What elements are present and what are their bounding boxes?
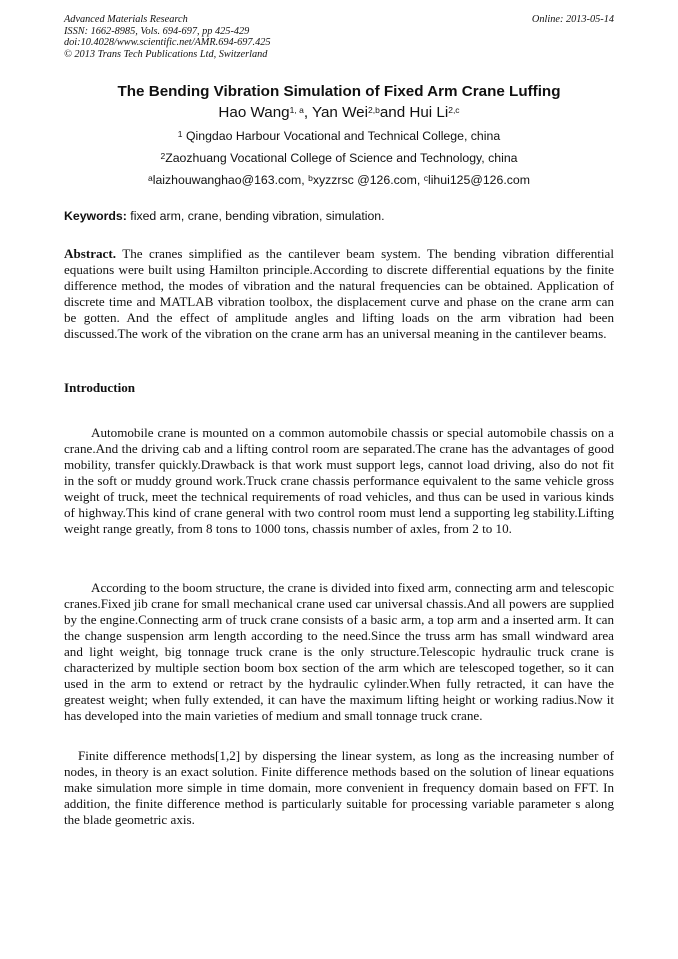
copyright-line: © 2013 Trans Tech Publications Ltd, Switzerland (64, 48, 268, 60)
keywords-label: Keywords: (64, 209, 127, 223)
email-address: lihui125@126.com (427, 173, 531, 187)
author-superscript: 2,b (367, 105, 380, 115)
email-superscript: a (147, 173, 153, 183)
email-line (64, 173, 614, 188)
author-name: Hui Li (409, 104, 449, 121)
affiliation-1 (64, 129, 614, 144)
author-name: Yan Wei (311, 104, 368, 121)
abstract-text: The cranes simplified as the cantilever beam system. The bending vibration differential equations were built using Hamilton principle.According to discrete differential equations by the finite difference method, the modes of vibration and the natural frequencies can be obtained. Application of discrete time and MATLAB vibration toolbox, the displacement curve and phase on the crane arm can be gotten. And the effect of amplitude angles and lifting loads on the arm vibration had been discussed.The work of the vibration on the crane arm has an universal meaning in the cantilever beams. (64, 246, 614, 341)
online-date: Online: 2013-05-14 (531, 14, 614, 25)
keywords-text: fixed arm, crane, bending vibration, simulation. (126, 209, 385, 223)
doi-line: doi:10.4028/www.scientific.net/AMR.694-697.425 (64, 37, 271, 49)
affiliation-2 (64, 151, 614, 166)
affiliation-superscript: 1 (177, 129, 183, 139)
email-address: laizhouwanghao@163.com, (152, 173, 309, 187)
affiliation-text: Zaozhuang Vocational College of Science and Technology, china (165, 151, 518, 165)
paper-title: The Bending Vibration Simulation of Fixed Arm Crane Luffing (117, 83, 561, 100)
author-superscript: 2,c (448, 105, 460, 115)
abstract (64, 246, 614, 342)
author-line (64, 103, 614, 122)
title-block (64, 82, 614, 188)
abstract-label: Abstract. (64, 246, 116, 261)
email-address: xyzzrsc @126.com, (312, 173, 424, 187)
paragraph: Automobile crane is mounted on a common automobile chassis or special automobile chassis on a crane.And the driving cab and a lifting control room are separated.The crane has the advantages of good mobility, transfer quickly.Drawback is that work must support legs, cannot load driving, also do not fit in the soft or muddy ground work.Truck crane chassis performance equivalent to the same vehicle gross weight of truck, meet the technical requirements of road vehicles, and thus can be used in various kinds of highway.This kind of crane general with two control room must lend a supporting leg stability.Lifting weight range greatly, from 8 tons to 1000 tons, chassis number of axles, from 2 to 10. (64, 425, 614, 536)
section-heading-introduction: Introduction (64, 380, 136, 395)
journal-name: Advanced Materials Research (64, 14, 188, 25)
affiliation-superscript: 2 (160, 151, 166, 161)
author-separator: , (303, 104, 312, 121)
author-separator: and (379, 104, 410, 121)
author-name: Hao Wang (218, 104, 290, 121)
issn-line: ISSN: 1662-8985, Vols. 694-697, pp 425-429 (64, 25, 250, 37)
author-superscript: 1, a (289, 105, 304, 115)
journal-header (64, 14, 614, 60)
email-superscript: b (308, 173, 313, 183)
paragraph: Finite difference methods[1,2] by dispersing the linear system, as long as the increasing number of nodes, in theory is an exact solution. Finite difference methods based on the solution of linear equations make simulation more simple in time domain, more convenient in frequency domain based on FFT. In addition, the finite difference method is particularly suitable for processing variable parameter s along the blade geometric axis. (64, 748, 614, 827)
paragraph: According to the boom structure, the crane is divided into fixed arm, connecting arm and telescopic cranes.Fixed jib crane for small mechanical crane used car universal chassis.And all powers are supplied by the engine.Connecting arm of truck crane consists of a basic arm, a top arm and a inserted arm. It can the change suspension arm length according to the need.Since the truss arm has small windward area and light weight, big tonnage truck crane is the only structure.Telescopic hydraulic truck crane is characterized by multiple section boom box section of the arm which are telescoped together, so it can used in the arm to extend or retract by the hydraulic cylinder.When fully retracted, it can have the greatest weight; when fully extended, it can have the maximum lifting height or working radius.Now it has developed into the main varieties of medium and small tonnage truck crane. (64, 580, 614, 723)
email-superscript: c (423, 173, 428, 183)
affiliation-text: Qingdao Harbour Vocational and Technical College, china (182, 129, 501, 143)
keywords (64, 209, 614, 224)
